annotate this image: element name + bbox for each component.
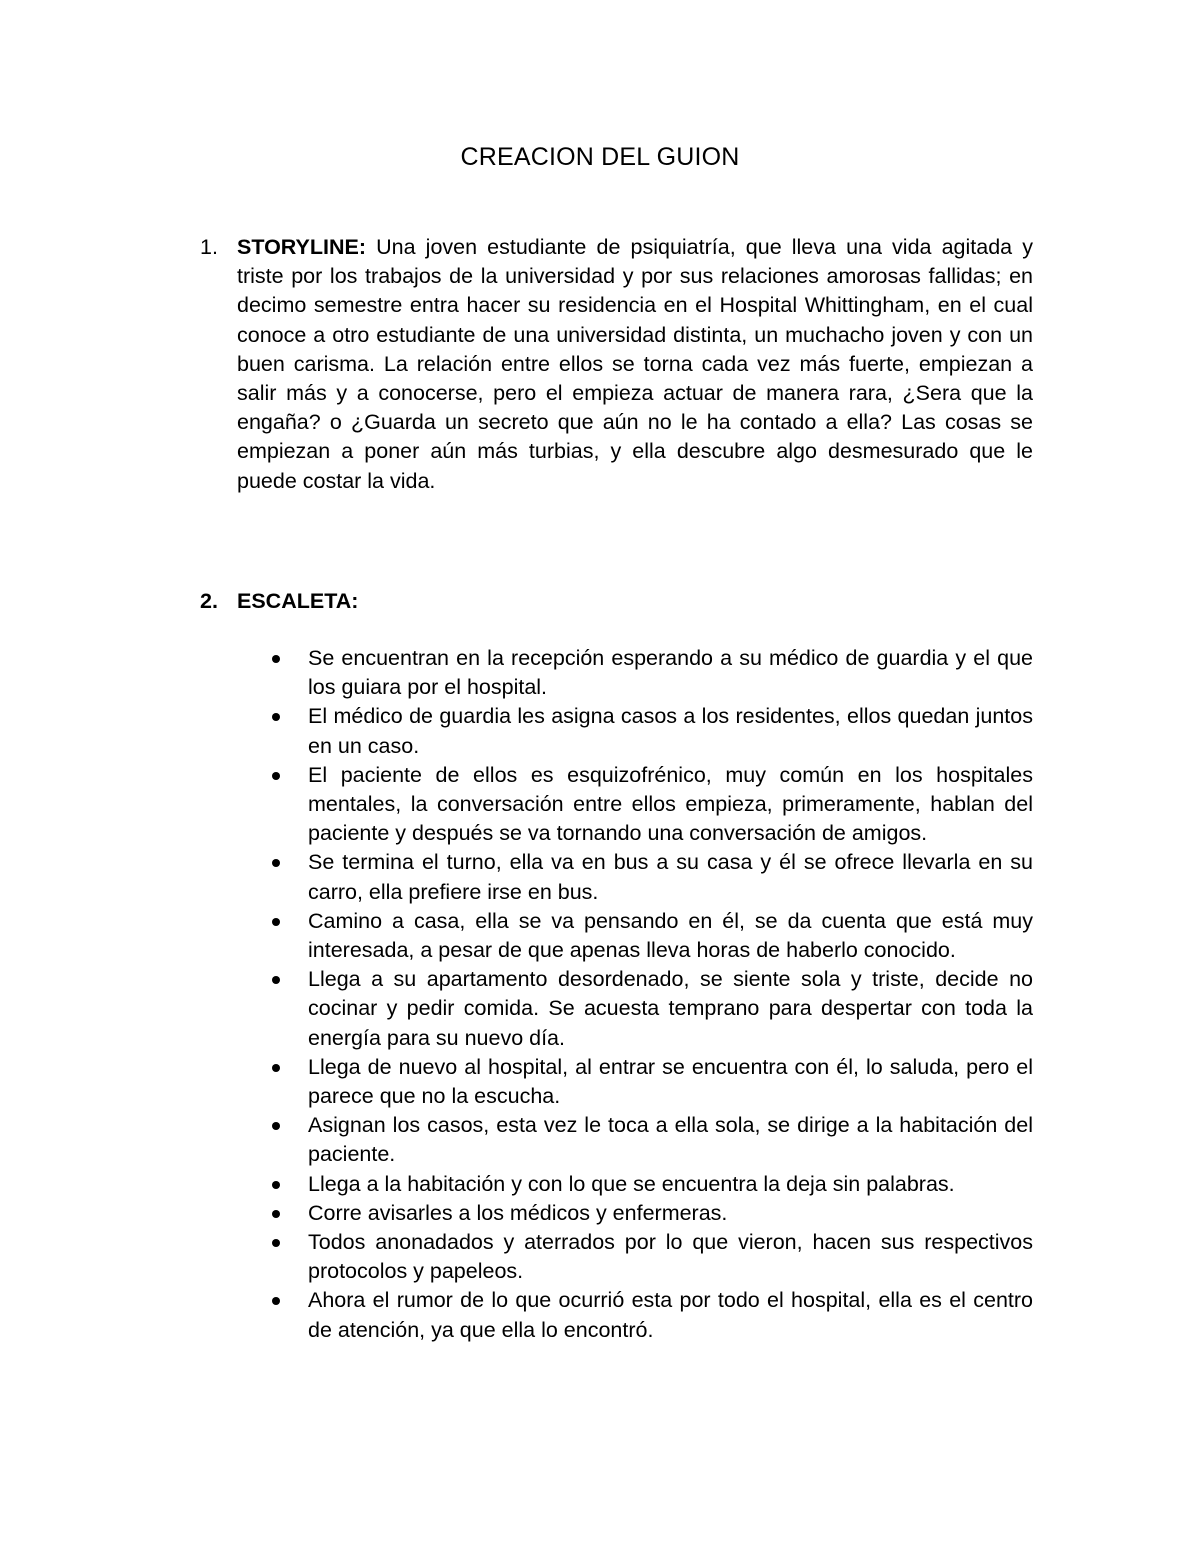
- list-item-text: Ahora el rumor de lo que ocurrió esta por todo el hospital, ella es el centro de atención, ya que ella lo encontró.: [308, 1288, 1033, 1342]
- list-item: [270, 1199, 1033, 1228]
- escaleta-number: 2.: [200, 589, 218, 613]
- bullet-icon: [272, 1297, 280, 1305]
- list-item: [270, 1286, 1033, 1344]
- bullet-icon: [272, 859, 280, 867]
- list-item: [270, 907, 1033, 965]
- list-item-text: Se termina el turno, ella va en bus a su casa y él se ofrece llevarla en su carro, ella prefiere irse en bus.: [308, 850, 1033, 904]
- list-item: [270, 848, 1033, 906]
- document-title: CREACION DEL GUION: [460, 143, 740, 171]
- list-item: [270, 761, 1033, 849]
- list-item: [270, 644, 1033, 702]
- bullet-icon: [272, 976, 280, 984]
- list-item: [270, 1170, 1033, 1199]
- list-item-text: Llega a su apartamento desordenado, se siente sola y triste, decide no cocinar y pedir comida. Se acuesta temprano para despertar con toda la energía para su nuevo día.: [308, 967, 1033, 1050]
- bullet-icon: [272, 918, 280, 926]
- storyline-section: [200, 233, 1033, 496]
- escaleta-list: [270, 644, 1033, 1345]
- bullet-icon: [272, 1210, 280, 1218]
- bullet-icon: [272, 713, 280, 721]
- bullet-icon: [272, 655, 280, 663]
- list-item-text: Llega de nuevo al hospital, al entrar se encuentra con él, lo saluda, pero el parece que no la escucha.: [308, 1054, 1033, 1109]
- list-item: [270, 965, 1033, 1053]
- storyline-label: STORYLINE:: [237, 235, 367, 259]
- list-item: [270, 1228, 1033, 1286]
- bullet-icon: [272, 1122, 280, 1130]
- storyline-paragraph: [237, 233, 1033, 496]
- list-item-text: Camino a casa, ella se va pensando en él, se da cuenta que está muy interesada, a pesar de que apenas lleva horas de haberlo conocido.: [308, 908, 1033, 963]
- list-item-text: Asignan los casos, esta vez le toca a ella sola, se dirige a la habitación del paciente.: [308, 1113, 1033, 1167]
- list-item-text: Todos anonadados y aterrados por lo que vieron, hacen sus respectivos protocolos y papeleos.: [308, 1230, 1033, 1284]
- list-item-text: El médico de guardia les asigna casos a los residentes, ellos quedan juntos en un caso.: [308, 704, 1033, 758]
- storyline-number: 1.: [200, 235, 218, 259]
- list-item: [270, 702, 1033, 760]
- list-item-text: Corre avisarles a los médicos y enfermeras.: [308, 1200, 728, 1225]
- bullet-icon: [272, 1181, 280, 1189]
- bullet-icon: [272, 1064, 280, 1072]
- list-item-text: Llega a la habitación y con lo que se encuentra la deja sin palabras.: [308, 1171, 955, 1196]
- escaleta-section: [200, 587, 1033, 616]
- list-item: [270, 1111, 1033, 1169]
- escaleta-heading: ESCALETA:: [237, 589, 359, 613]
- storyline-text: Una joven estudiante de psiquiatría, que lleva una vida agitada y triste por los trabajos de la universidad y por sus relaciones amorosas fallidas; en decimo semestre entra hacer su residencia en el Hospital Whittingham, en el cual conoce a otro estudiante de una universidad distinta, un muchacho joven y con un buen carisma. La relación entre ellos se torna cada vez más fuerte, empiezan a salir más y a conocerse, pero el empieza actuar de manera rara, ¿Sera que la engaña? o ¿Guarda un secreto que aún no le ha contado a ella? Las cosas se empiezan a poner aún más turbias, y ella descubre algo desmesurado que le puede costar la vida.: [237, 235, 1033, 493]
- list-item-text: El paciente de ellos es esquizofrénico, muy común en los hospitales mentales, la conversación entre ellos empieza, primeramente, hablan del paciente y después se va tornando una conversación de amigos.: [308, 762, 1033, 846]
- bullet-icon: [272, 772, 280, 780]
- list-item: [270, 1053, 1033, 1111]
- bullet-icon: [272, 1239, 280, 1247]
- list-item-text: Se encuentran en la recepción esperando a su médico de guardia y el que los guiara por el hospital.: [308, 646, 1033, 700]
